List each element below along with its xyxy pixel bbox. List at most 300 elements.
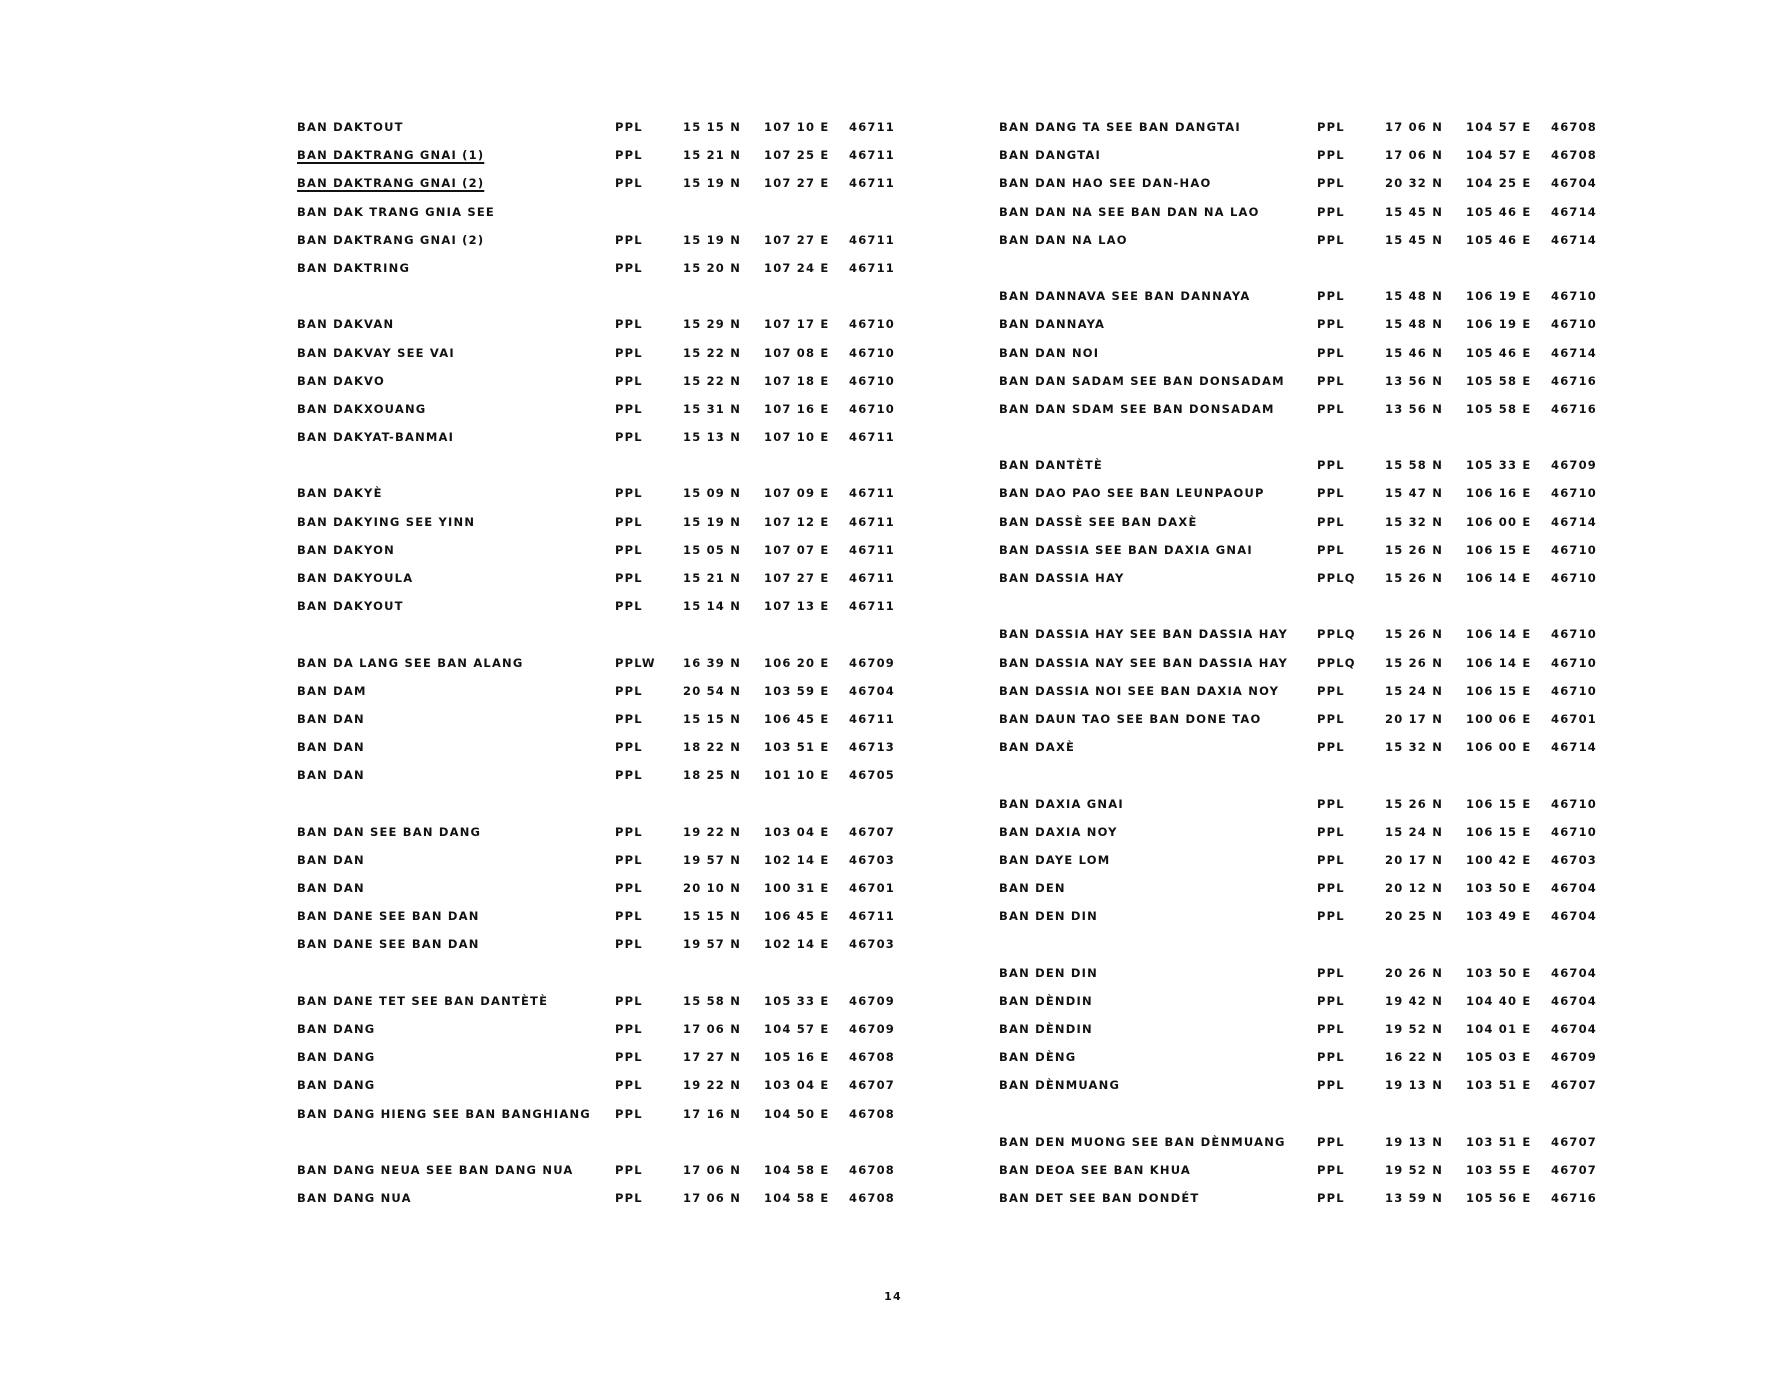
entry-lon: 104 40 E: [1466, 993, 1532, 1008]
entry-type: PPL: [615, 599, 643, 614]
entry-type: PPL: [615, 937, 643, 952]
entry-lat: 15 13 N: [683, 430, 742, 445]
entry-sheet: 46714: [1551, 345, 1598, 360]
entry-sheet: 46710: [1551, 486, 1598, 501]
entry-name: BAN DEN MUONG SEE BAN DÈNMUANG: [999, 1134, 1286, 1149]
entry-type: PPL: [615, 120, 643, 134]
entry-lon: 107 27 E: [764, 176, 830, 191]
entry-lon: 106 15 E: [1466, 542, 1532, 557]
entry-lat: 15 21 N: [683, 148, 742, 163]
entry-lon: 103 59 E: [764, 683, 830, 698]
entry-type: PPL: [615, 401, 643, 416]
entry-name: BAN DANGTAI: [999, 148, 1101, 163]
entry-lon: 106 45 E: [764, 711, 830, 726]
entry-type: PPL: [1317, 881, 1345, 896]
entry-name: BAN DÈNMUANG: [999, 1078, 1121, 1093]
entry-lon: 105 33 E: [1466, 458, 1532, 473]
entry-type: PPL: [1317, 486, 1345, 501]
entry-sheet: 46710: [849, 345, 896, 360]
entry-sheet: 46704: [1551, 965, 1598, 980]
entry-lon: 104 57 E: [1466, 120, 1532, 134]
entry-name: BAN DAN: [297, 740, 365, 755]
entry-lat: 15 20 N: [683, 260, 742, 275]
entry-lat: 15 26 N: [1385, 796, 1444, 811]
entry-lat: 17 27 N: [683, 1050, 742, 1065]
entry-lat: 15 58 N: [1385, 458, 1444, 473]
entry-type: PPL: [615, 176, 643, 191]
entry-sheet: 46713: [849, 740, 896, 755]
entry-type: PPL: [615, 1050, 643, 1065]
entry-lon: 107 08 E: [764, 345, 830, 360]
entry-name: BAN DAKYOULA: [297, 571, 414, 585]
entry-type: PPL: [615, 514, 643, 529]
entry-type: PPL: [1317, 1050, 1345, 1065]
entry-sheet: 46708: [849, 1162, 896, 1177]
entry-lon: 100 42 E: [1466, 852, 1532, 867]
entry-name: BAN DANG NUA: [297, 1191, 412, 1206]
entry-sheet: 46710: [849, 373, 896, 388]
entry-lon: 107 18 E: [764, 373, 830, 388]
entry-sheet: 46711: [849, 711, 896, 726]
entry-type: PPL: [1317, 458, 1345, 473]
entry-name: BAN DANE SEE BAN DAN: [297, 909, 480, 924]
entry-lon: 107 10 E: [764, 430, 830, 445]
entry-name: BAN DANG HIENG SEE BAN BANGHIANG: [297, 1106, 591, 1121]
entry-name: BAN DÈNDIN: [999, 993, 1093, 1008]
entry-name: BAN DAKXOUANG: [297, 401, 427, 416]
entry-sheet: 46701: [849, 881, 896, 896]
entry-lat: 15 19 N: [683, 232, 742, 247]
entry-sheet: 46705: [849, 768, 896, 783]
entry-lat: 15 32 N: [1385, 514, 1444, 529]
entry-lon: 107 27 E: [764, 232, 830, 247]
entry-lon: 105 56 E: [1466, 1191, 1532, 1206]
entry-sheet: 46704: [1551, 909, 1598, 924]
entry-name: BAN DAKYON: [297, 542, 395, 557]
entry-name: BAN DAN SADAM SEE BAN DONSADAM: [999, 373, 1285, 388]
entry-type: PPL: [1317, 796, 1345, 811]
entry-lat: 15 24 N: [1385, 824, 1444, 839]
entry-sheet: 46710: [1551, 317, 1598, 332]
entry-sheet: 46709: [1551, 1050, 1598, 1065]
entry-name: BAN DAN NA LAO: [999, 232, 1128, 247]
entry-type: PPL: [615, 260, 643, 275]
entry-sheet: 46709: [849, 993, 896, 1008]
entry-sheet: 46704: [1551, 993, 1598, 1008]
entry-sheet: 46710: [1551, 824, 1598, 839]
entry-lat: 20 25 N: [1385, 909, 1444, 924]
entry-lat: 20 10 N: [683, 881, 742, 896]
entry-lon: 107 12 E: [764, 514, 830, 529]
entry-lon: 103 50 E: [1466, 965, 1532, 980]
entry-type: PPL: [1317, 204, 1345, 219]
entry-sheet: 46714: [1551, 204, 1598, 219]
entry-type: PPLQ: [1317, 627, 1356, 642]
entry-name: BAN DANG: [297, 1050, 376, 1065]
entry-type: PPL: [1317, 909, 1345, 924]
entry-lon: 104 58 E: [764, 1162, 830, 1177]
entry-type: PPL: [1317, 514, 1345, 529]
entry-lat: 15 45 N: [1385, 204, 1444, 219]
entry-name: BAN DAKYAT-BANMAI: [297, 430, 455, 445]
entry-name: BAN DEN: [999, 881, 1066, 896]
entry-type: PPLQ: [1317, 571, 1356, 585]
entry-lat: 19 52 N: [1385, 1022, 1444, 1036]
entry-name: BAN DANE SEE BAN DAN: [297, 937, 480, 952]
entry-type: PPL: [615, 317, 643, 332]
entry-lat: 19 57 N: [683, 937, 742, 952]
entry-lat: 15 32 N: [1385, 740, 1444, 755]
entry-lon: 100 06 E: [1466, 711, 1532, 726]
entry-lon: 107 24 E: [764, 260, 830, 275]
entry-lat: 20 12 N: [1385, 881, 1444, 896]
entry-lat: 20 54 N: [683, 683, 742, 698]
entry-lat: 15 47 N: [1385, 486, 1444, 501]
entry-lat: 18 22 N: [683, 740, 742, 755]
entry-sheet: 46711: [849, 909, 896, 924]
entry-lon: 106 00 E: [1466, 740, 1532, 755]
entry-name: BAN DAM: [297, 683, 367, 698]
entry-lat: 17 06 N: [683, 1191, 742, 1206]
entry-name: BAN DAKYOUT: [297, 599, 404, 614]
entry-type: PPL: [615, 542, 643, 557]
entry-lon: 103 55 E: [1466, 1162, 1532, 1177]
entry-sheet: 46709: [849, 655, 896, 670]
entry-name: BAN DA LANG SEE BAN ALANG: [297, 655, 524, 670]
entry-type: PPL: [615, 852, 643, 867]
entry-lat: 15 19 N: [683, 514, 742, 529]
entry-name: BAN DAN: [297, 768, 365, 783]
entry-lat: 15 19 N: [683, 176, 742, 191]
entry-sheet: 46711: [849, 232, 896, 247]
entry-name: BAN DASSIA HAY: [999, 571, 1125, 585]
entry-lon: 105 46 E: [1466, 232, 1532, 247]
entry-type: PPL: [1317, 289, 1345, 304]
entry-name: BAN DANG NEUA SEE BAN DANG NUA: [297, 1162, 574, 1177]
entry-lon: 102 14 E: [764, 937, 830, 952]
entry-lon: 107 13 E: [764, 599, 830, 614]
entry-lon: 104 58 E: [764, 1191, 830, 1206]
entry-type: PPL: [615, 824, 643, 839]
entry-lat: 19 13 N: [1385, 1134, 1444, 1149]
entry-lat: 19 13 N: [1385, 1078, 1444, 1093]
entry-lat: 17 06 N: [683, 1162, 742, 1177]
entry-type: PPL: [1317, 401, 1345, 416]
entry-type: PPL: [615, 232, 643, 247]
entry-lat: 15 26 N: [1385, 571, 1444, 585]
entry-type: PPL: [1317, 683, 1345, 698]
entry-lat: 17 06 N: [1385, 120, 1444, 134]
entry-name: BAN DET SEE BAN DONDÉT: [999, 1191, 1200, 1206]
entry-type: PPL: [615, 768, 643, 783]
entry-lon: 106 19 E: [1466, 317, 1532, 332]
entry-lat: 15 15 N: [683, 120, 742, 134]
entry-lat: 15 22 N: [683, 345, 742, 360]
entry-type: PPL: [1317, 120, 1345, 134]
entry-name: BAN DAN SEE BAN DANG: [297, 824, 482, 839]
entry-sheet: 46704: [849, 683, 896, 698]
entry-name: BAN DAN NA SEE BAN DAN NA LAO: [999, 204, 1260, 219]
entry-name: BAN DAXIA NOY: [999, 824, 1118, 839]
entry-lon: 106 45 E: [764, 909, 830, 924]
entry-type: PPL: [615, 711, 643, 726]
entry-lat: 15 22 N: [683, 373, 742, 388]
entry-lat: 17 06 N: [683, 1022, 742, 1036]
entry-lon: 104 50 E: [764, 1106, 830, 1121]
entry-type: PPLW: [615, 655, 656, 670]
entry-sheet: 46710: [1551, 655, 1598, 670]
entry-lon: 103 04 E: [764, 1078, 830, 1093]
entry-lat: 15 21 N: [683, 571, 742, 585]
entry-name: BAN DAN HAO SEE DAN-HAO: [999, 176, 1212, 191]
entry-name: BAN DÈNG: [999, 1050, 1077, 1065]
entry-lon: 106 19 E: [1466, 289, 1532, 304]
entry-type: PPL: [1317, 1022, 1345, 1036]
entry-sheet: 46711: [849, 571, 896, 585]
entry-lon: 104 01 E: [1466, 1022, 1532, 1036]
entry-name: BAN DAN SDAM SEE BAN DONSADAM: [999, 401, 1275, 416]
entry-type: PPL: [1317, 232, 1345, 247]
entry-sheet: 46710: [1551, 796, 1598, 811]
entry-type: PPL: [615, 740, 643, 755]
entry-lat: 15 29 N: [683, 317, 742, 332]
entry-type: PPL: [615, 1022, 643, 1036]
entry-sheet: 46710: [849, 401, 896, 416]
entry-name: BAN DAN NOI: [999, 345, 1100, 360]
entry-name: BAN DAKTRANG GNAI (2): [297, 232, 485, 247]
entry-name: BAN DASSIA NAY SEE BAN DASSIA HAY: [999, 655, 1289, 670]
entry-name: BAN DAO PAO SEE BAN LEUNPAOUP: [999, 486, 1265, 501]
entry-lon: 103 51 E: [1466, 1078, 1532, 1093]
entry-type: PPL: [615, 430, 643, 445]
entry-sheet: 46714: [1551, 514, 1598, 529]
entry-lat: 13 56 N: [1385, 401, 1444, 416]
entry-lon: 103 04 E: [764, 824, 830, 839]
entry-lon: 104 57 E: [1466, 148, 1532, 163]
entry-sheet: 46708: [1551, 120, 1598, 134]
entry-lon: 106 15 E: [1466, 683, 1532, 698]
entry-name: BAN DAN: [297, 711, 365, 726]
entry-name: BAN DAKVAN: [297, 317, 395, 332]
entry-name: BAN DAKTRING: [297, 260, 411, 275]
entry-type: PPL: [615, 1078, 643, 1093]
entry-sheet: 46707: [849, 1078, 896, 1093]
entry-lon: 106 20 E: [764, 655, 830, 670]
entry-sheet: 46711: [849, 260, 896, 275]
entry-type: PPL: [615, 1191, 643, 1206]
entry-lon: 106 14 E: [1466, 655, 1532, 670]
entry-name: BAN DANTÈTÈ: [999, 458, 1103, 473]
entry-lat: 15 26 N: [1385, 627, 1444, 642]
entry-type: PPL: [615, 881, 643, 896]
entry-lat: 15 15 N: [683, 711, 742, 726]
entry-sheet: 46716: [1551, 401, 1598, 416]
entry-lat: 15 48 N: [1385, 289, 1444, 304]
entry-sheet: 46709: [1551, 458, 1598, 473]
entry-name: BAN DAKTRANG GNAI (2): [297, 176, 485, 191]
page-number: 14: [884, 1290, 902, 1303]
entry-sheet: 46710: [1551, 289, 1598, 304]
entry-lat: 20 17 N: [1385, 711, 1444, 726]
entry-lon: 105 03 E: [1466, 1050, 1532, 1065]
entry-sheet: 46701: [1551, 711, 1598, 726]
entry-type: PPL: [1317, 852, 1345, 867]
entry-name: BAN DANG: [297, 1022, 376, 1036]
entry-type: PPL: [1317, 740, 1345, 755]
entry-type: PPL: [615, 683, 643, 698]
entry-name: BAN DASSÈ SEE BAN DAXÈ: [999, 514, 1198, 529]
entry-lat: 15 58 N: [683, 993, 742, 1008]
entry-name: BAN DAXÈ: [999, 740, 1076, 755]
entry-lon: 103 50 E: [1466, 881, 1532, 896]
entry-lat: 19 22 N: [683, 824, 742, 839]
entry-lon: 104 57 E: [764, 1022, 830, 1036]
entry-sheet: 46714: [1551, 740, 1598, 755]
entry-type: PPL: [1317, 148, 1345, 163]
entry-type: PPL: [615, 486, 643, 501]
entry-sheet: 46711: [849, 430, 896, 445]
entry-lon: 107 10 E: [764, 120, 830, 134]
entry-type: PPL: [1317, 317, 1345, 332]
entry-lon: 105 33 E: [764, 993, 830, 1008]
entry-sheet: 46704: [1551, 881, 1598, 896]
entry-name: BAN DANG: [297, 1078, 376, 1093]
entry-type: PPL: [1317, 345, 1345, 360]
entry-sheet: 46707: [849, 824, 896, 839]
entry-lat: 15 24 N: [1385, 683, 1444, 698]
entry-type: PPLQ: [1317, 655, 1356, 670]
entry-sheet: 46708: [849, 1191, 896, 1206]
entry-sheet: 46716: [1551, 373, 1598, 388]
entry-name: BAN DEOA SEE BAN KHUA: [999, 1162, 1191, 1177]
entry-name: BAN DAN: [297, 852, 365, 867]
entry-sheet: 46703: [849, 937, 896, 952]
entry-lon: 103 49 E: [1466, 909, 1532, 924]
entry-type: PPL: [1317, 542, 1345, 557]
entry-lat: 15 26 N: [1385, 655, 1444, 670]
entry-name: BAN DAKTRANG GNAI (1): [297, 148, 485, 163]
entry-lat: 15 48 N: [1385, 317, 1444, 332]
entry-lat: 19 22 N: [683, 1078, 742, 1093]
entry-name: BAN DASSIA HAY SEE BAN DASSIA HAY: [999, 627, 1289, 642]
entry-lon: 107 25 E: [764, 148, 830, 163]
entry-lon: 105 58 E: [1466, 401, 1532, 416]
entry-sheet: 46704: [1551, 176, 1598, 191]
entry-sheet: 46710: [849, 317, 896, 332]
entry-sheet: 46710: [1551, 627, 1598, 642]
entry-lat: 17 06 N: [1385, 148, 1444, 163]
entry-sheet: 46711: [849, 514, 896, 529]
entry-sheet: 46711: [849, 542, 896, 557]
entry-lon: 101 10 E: [764, 768, 830, 783]
entry-sheet: 46704: [1551, 1022, 1598, 1036]
entry-sheet: 46711: [849, 486, 896, 501]
entry-lat: 15 31 N: [683, 401, 742, 416]
entry-lon: 102 14 E: [764, 852, 830, 867]
entry-lat: 15 15 N: [683, 909, 742, 924]
entry-name: BAN DAKVO: [297, 373, 385, 388]
entry-lon: 106 00 E: [1466, 514, 1532, 529]
entry-lon: 104 25 E: [1466, 176, 1532, 191]
entry-type: PPL: [615, 1106, 643, 1121]
entry-type: PPL: [1317, 965, 1345, 980]
entry-lon: 107 07 E: [764, 542, 830, 557]
entry-lat: 20 26 N: [1385, 965, 1444, 980]
entry-lon: 103 51 E: [764, 740, 830, 755]
entry-name: BAN DASSIA SEE BAN DAXIA GNAI: [999, 542, 1253, 557]
entry-sheet: 46711: [849, 176, 896, 191]
entry-sheet: 46708: [849, 1050, 896, 1065]
entry-sheet: 46710: [1551, 542, 1598, 557]
entry-sheet: 46707: [1551, 1162, 1598, 1177]
entry-sheet: 46711: [849, 148, 896, 163]
entry-name: BAN DAXIA GNAI: [999, 796, 1124, 811]
entry-sheet: 46711: [849, 120, 896, 134]
entry-lat: 15 46 N: [1385, 345, 1444, 360]
entry-lon: 105 16 E: [764, 1050, 830, 1065]
entry-lat: 15 14 N: [683, 599, 742, 614]
entry-type: PPL: [615, 345, 643, 360]
entry-sheet: 46710: [1551, 683, 1598, 698]
entry-lon: 103 51 E: [1466, 1134, 1532, 1149]
entry-sheet: 46707: [1551, 1078, 1598, 1093]
entry-type: PPL: [1317, 1162, 1345, 1177]
entry-lon: 105 58 E: [1466, 373, 1532, 388]
entry-name: BAN DASSIA NOI SEE BAN DAXIA NOY: [999, 683, 1280, 698]
entry-lat: 17 16 N: [683, 1106, 742, 1121]
entry-lon: 106 15 E: [1466, 824, 1532, 839]
entry-name: BAN DAK TRANG GNIA SEE: [297, 204, 495, 219]
entry-lat: 15 05 N: [683, 542, 742, 557]
entry-name: BAN DANE TET SEE BAN DANTÈTÈ: [297, 993, 549, 1008]
entry-name: BAN DAKVAY SEE VAI: [297, 345, 455, 360]
entry-type: PPL: [1317, 176, 1345, 191]
entry-type: PPL: [1317, 1078, 1345, 1093]
entry-name: BAN DEN DIN: [999, 965, 1098, 980]
entry-lat: 13 56 N: [1385, 373, 1444, 388]
entry-name: BAN DAUN TAO SEE BAN DONE TAO: [999, 711, 1262, 726]
entry-name: BAN DAKYÈ: [297, 486, 383, 501]
entry-lat: 16 22 N: [1385, 1050, 1444, 1065]
entry-type: PPL: [1317, 711, 1345, 726]
entry-type: PPL: [615, 909, 643, 924]
entry-lon: 106 16 E: [1466, 486, 1532, 501]
entry-sheet: 46703: [1551, 852, 1598, 867]
entry-type: PPL: [615, 571, 643, 585]
entry-sheet: 46711: [849, 599, 896, 614]
entry-lat: 16 39 N: [683, 655, 742, 670]
entry-type: PPL: [615, 148, 643, 163]
entry-name: BAN DAKTOUT: [297, 120, 404, 134]
entry-sheet: 46707: [1551, 1134, 1598, 1149]
entry-name: BAN DANG TA SEE BAN DANGTAI: [999, 120, 1241, 134]
entry-sheet: 46703: [849, 852, 896, 867]
entry-lon: 107 16 E: [764, 401, 830, 416]
entry-name: BAN DAN: [297, 881, 365, 896]
entry-lon: 107 09 E: [764, 486, 830, 501]
entry-lat: 19 57 N: [683, 852, 742, 867]
entry-lat: 19 52 N: [1385, 1162, 1444, 1177]
entry-type: PPL: [1317, 993, 1345, 1008]
entry-sheet: 46709: [849, 1022, 896, 1036]
entry-name: BAN DÈNDIN: [999, 1022, 1093, 1036]
entry-lat: 13 59 N: [1385, 1191, 1444, 1206]
entry-lat: 20 17 N: [1385, 852, 1444, 867]
entry-lon: 106 14 E: [1466, 571, 1532, 585]
entry-lat: 15 45 N: [1385, 232, 1444, 247]
entry-type: PPL: [615, 373, 643, 388]
entry-name: BAN DANNAYA: [999, 317, 1106, 332]
